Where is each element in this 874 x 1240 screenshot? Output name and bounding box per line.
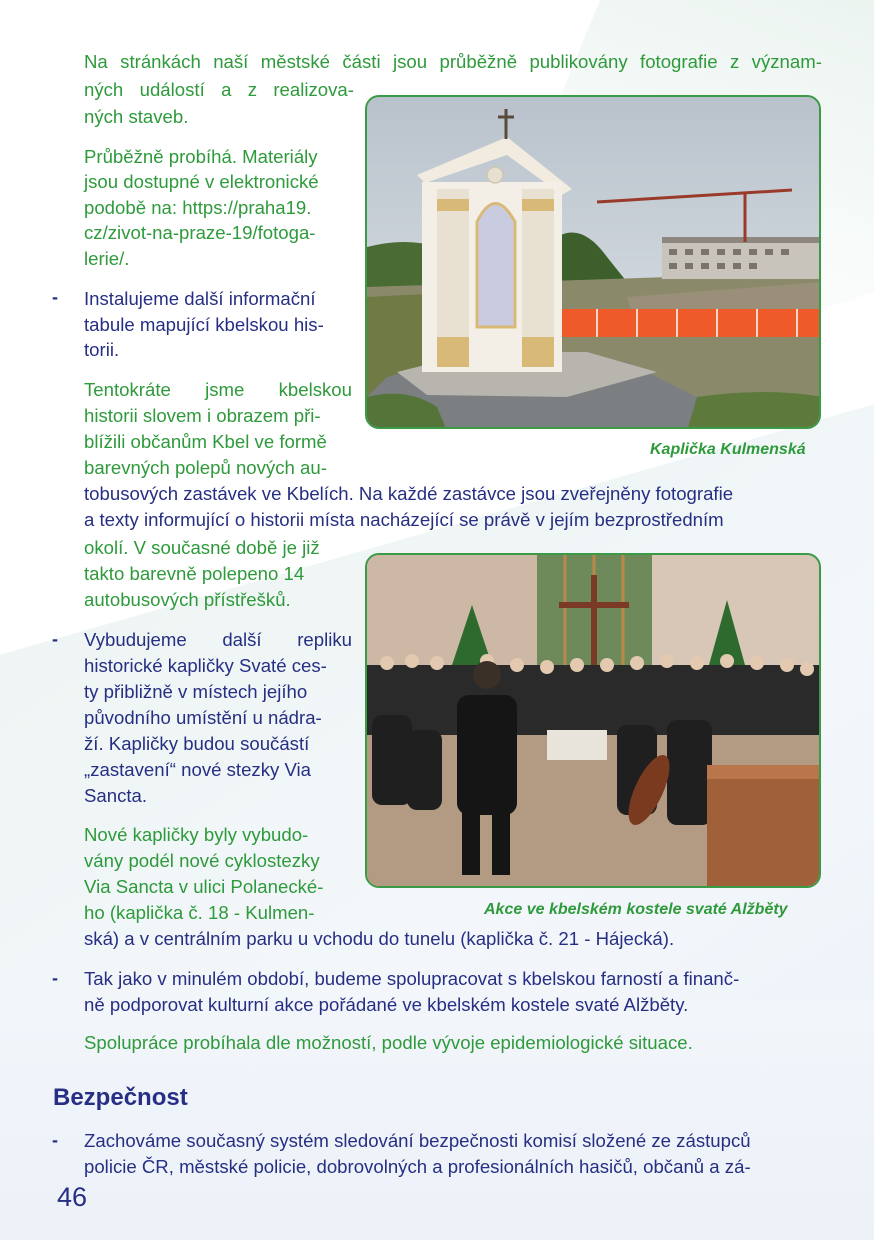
- text-line: lerie/.: [84, 248, 130, 269]
- text-line: Sancta.: [84, 785, 148, 806]
- text-line: ží. Kapličky budou součástí: [84, 733, 310, 754]
- photo-caption: Kaplička Kulmenská: [650, 441, 806, 458]
- text-line: Tak jako v minulém období, budeme spolupracovat s kbelskou farností a finanč-: [84, 968, 740, 989]
- text-line: podobě na: https://praha19.: [84, 197, 312, 218]
- concert-illustration: [367, 555, 821, 888]
- text-line: „zastavení“ nové stezky Via: [84, 759, 312, 780]
- text-line: historii slovem i obrazem při-: [84, 405, 321, 426]
- text-line: historické kapličky Svaté ces-: [84, 655, 327, 676]
- text-line: autobusových přístřešků.: [84, 589, 291, 610]
- text-line: ných staveb.: [84, 106, 189, 127]
- text-line: ně podporovat kulturní akce pořádané ve kbelském kostele svaté Alžběty.: [84, 994, 689, 1015]
- text-line: Nové kapličky byly vybudo-: [84, 824, 309, 845]
- chapel-illustration: [367, 97, 821, 429]
- list-bullet: -: [52, 968, 58, 988]
- text-line: Průběžně probíhá. Materiály: [84, 146, 318, 167]
- text-line: cz/zivot-na-praze-19/fotoga-: [84, 222, 316, 243]
- text-line: Spolupráce probíhala dle možností, podle vývoje epidemiologické situace.: [84, 1032, 693, 1053]
- text-line: blížili občanům Kbel ve formě: [84, 431, 327, 452]
- text-line: vány podél nové cyklostezky: [84, 850, 320, 871]
- text-line: Na stránkách naší městské části jsou průběžně publikovány fotografie z význam-: [84, 51, 822, 72]
- text-line: Zachováme současný systém sledování bezpečnosti komisí složené ze zástupců: [84, 1130, 751, 1151]
- list-bullet: -: [52, 1130, 58, 1150]
- text-line: Tentokráte jsme kbelskou: [84, 379, 352, 400]
- text-line: Vybudujeme další repliku: [84, 629, 352, 650]
- text-line: ho (kaplička č. 18 - Kulmen-: [84, 902, 315, 923]
- text-line: původního umístění u nádra-: [84, 707, 322, 728]
- text-line: tabule mapující kbelskou his-: [84, 314, 324, 335]
- list-bullet: -: [52, 629, 58, 649]
- text-line: policie ČR, městské policie, dobrovolných a profesionálních hasičů, občanů a zá-: [84, 1156, 751, 1177]
- page-number: 46: [57, 1182, 88, 1212]
- text-line: ných událostí a z realizova-: [84, 79, 354, 100]
- text-line: jsou dostupné v elektronické: [84, 171, 319, 192]
- text-line: tobusových zastávek ve Kbelích. Na každé zastávce jsou zveřejněny fotografie: [84, 483, 734, 504]
- text-line: torii.: [84, 339, 120, 360]
- text-line: Instalujeme další informační: [84, 288, 316, 309]
- section-heading: Bezpečnost: [53, 1084, 188, 1111]
- text-line: takto barevně polepeno 14: [84, 563, 305, 584]
- text-line: ská) a v centrálním parku u vchodu do tunelu (kaplička č. 21 - Hájecká).: [84, 928, 675, 949]
- text-line: barevných polepů nových au-: [84, 457, 327, 478]
- photo-chapel: [365, 95, 821, 429]
- text-line: okolí. V současné době je již: [84, 537, 320, 558]
- text-line: Via Sancta v ulici Polanecké-: [84, 876, 324, 897]
- list-bullet: -: [52, 287, 58, 307]
- text-line: ty přibližně v místech jejího: [84, 681, 308, 702]
- photo-caption: Akce ve kbelském kostele svaté Alžběty: [484, 901, 788, 918]
- text-line: a texty informující o historii místa nacházející se právě v jejím bezprostředním: [84, 509, 724, 530]
- photo-concert: [365, 553, 821, 888]
